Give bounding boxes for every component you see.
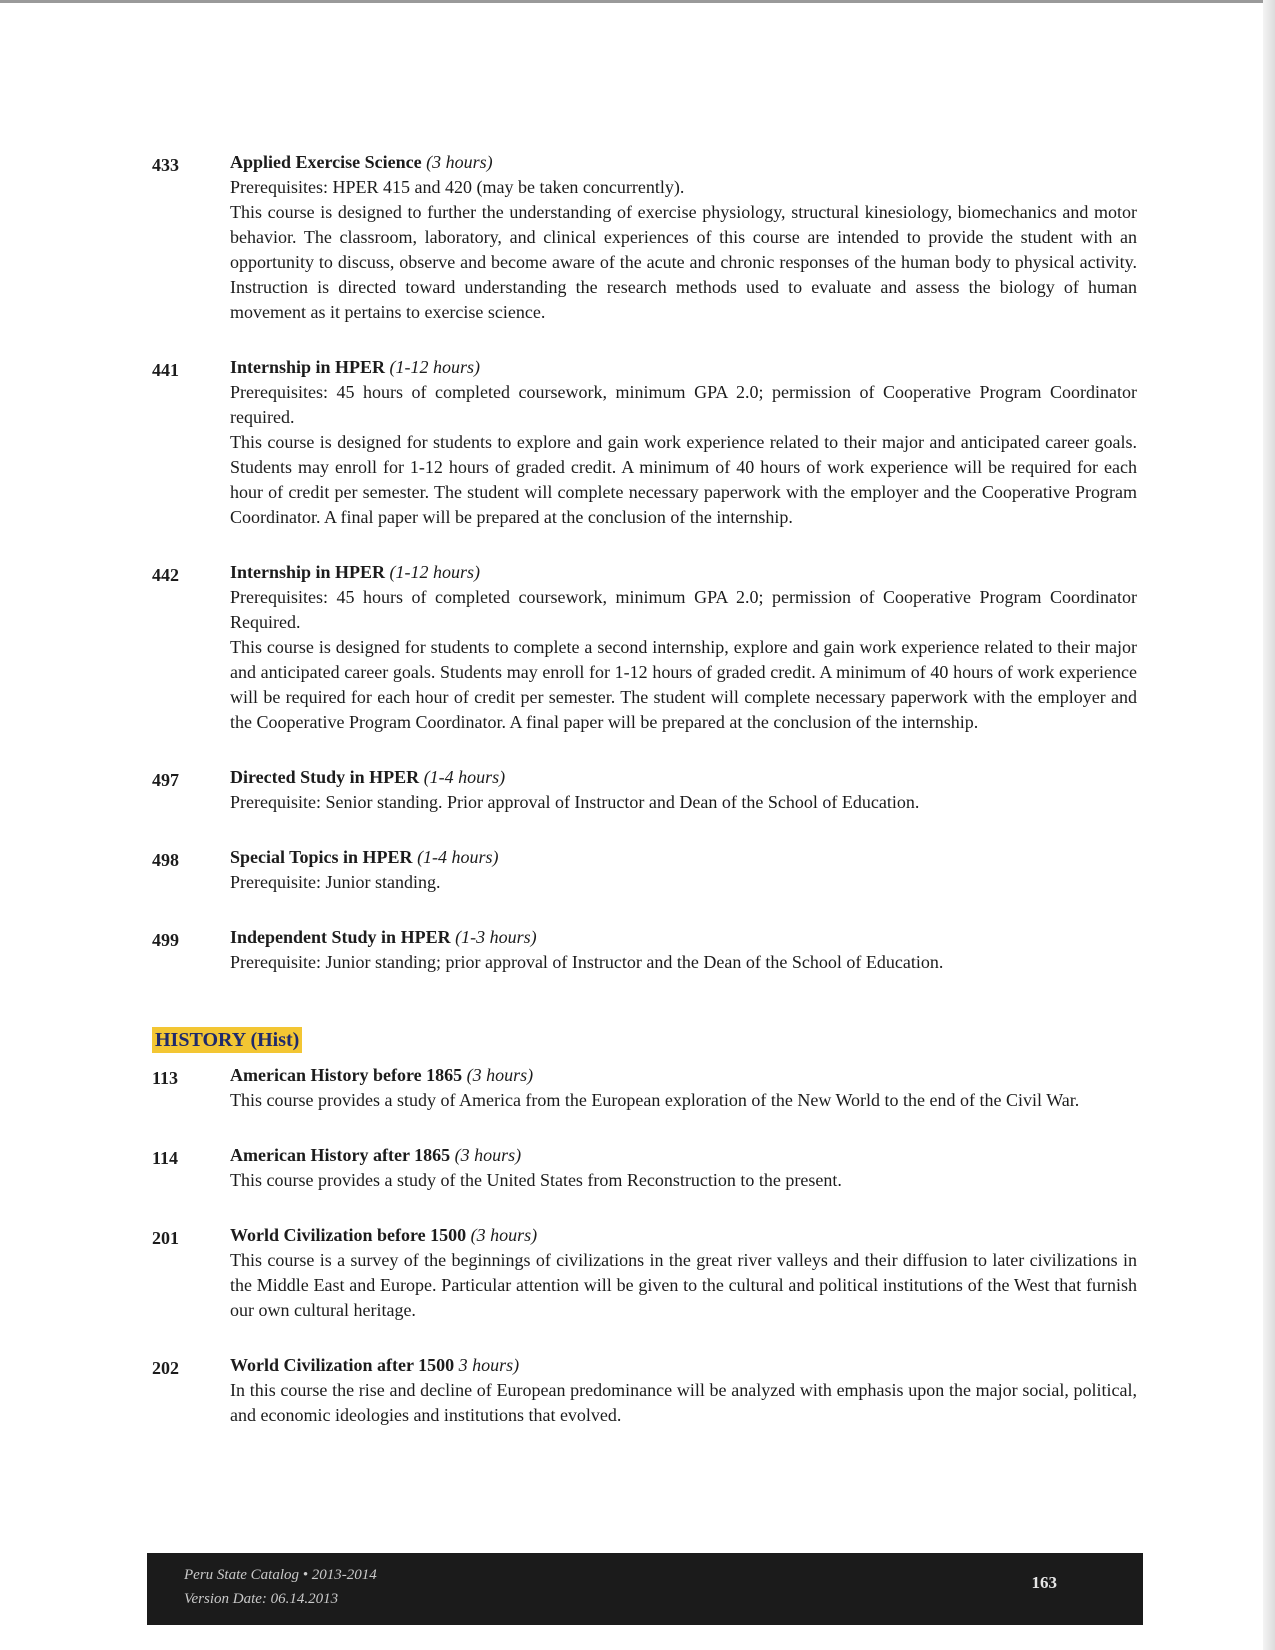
course-heading bbox=[230, 560, 1137, 585]
course-heading bbox=[230, 845, 1137, 870]
course-title: American History before 1865 bbox=[230, 1065, 463, 1085]
course-description: This course is designed to further the understanding of exercise physiology, structural kinesiology, biomechanics and motor behavior. The classroom, laboratory, and clinical experiences of this course are intended to provide the student with an opportunity to discuss, observe and become aware of the acute and chronic responses of the human body to physical activity. Instruction is directed toward understanding the research methods used to evaluate and assess the biology of human movement as it pertains to exercise science. bbox=[230, 202, 1137, 322]
course-hours: (1-3 hours) bbox=[455, 927, 537, 947]
catalog-page-content bbox=[152, 150, 1137, 1458]
history-course-list bbox=[152, 1063, 1137, 1428]
course-body bbox=[230, 925, 1137, 975]
course-title: Directed Study in HPER bbox=[230, 767, 420, 787]
course-title: Internship in HPER bbox=[230, 562, 386, 582]
course-number: 442 bbox=[152, 565, 179, 585]
footer-version-date: Version Date: 06.14.2013 bbox=[184, 1591, 339, 1607]
course-title: Internship in HPER bbox=[230, 357, 386, 377]
course-title: Applied Exercise Science bbox=[230, 152, 422, 172]
course-entry bbox=[152, 1063, 1137, 1113]
page-footer bbox=[147, 1553, 1143, 1625]
course-prerequisites: Prerequisites: 45 hours of completed coursework, minimum GPA 2.0; permission of Cooperative Program Coordinator required. bbox=[230, 382, 1137, 427]
course-number: 441 bbox=[152, 360, 179, 380]
course-title: World Civilization before 1500 bbox=[230, 1225, 467, 1245]
course-entry bbox=[152, 925, 1137, 975]
course-entry bbox=[152, 845, 1137, 895]
course-title: World Civilization after 1500 bbox=[230, 1355, 455, 1375]
course-body bbox=[230, 150, 1137, 325]
course-number: 433 bbox=[152, 155, 179, 175]
course-hours: (1-4 hours) bbox=[423, 767, 506, 787]
course-entry bbox=[152, 150, 1137, 325]
course-hours: (3 hours) bbox=[466, 1065, 534, 1085]
course-body bbox=[230, 845, 1137, 895]
course-entry bbox=[152, 560, 1137, 735]
course-title: Independent Study in HPER bbox=[230, 927, 451, 947]
course-entry bbox=[152, 1223, 1137, 1323]
course-hours: (3 hours) bbox=[426, 152, 493, 172]
course-body bbox=[230, 560, 1137, 735]
scan-top-edge bbox=[0, 0, 1275, 3]
course-heading bbox=[230, 1353, 1137, 1378]
section-heading-history: HISTORY (Hist) bbox=[152, 1027, 302, 1053]
course-heading bbox=[230, 355, 1137, 380]
course-title: Special Topics in HPER bbox=[230, 847, 413, 867]
course-hours: (3 hours) bbox=[470, 1225, 538, 1245]
course-heading bbox=[230, 925, 1137, 950]
course-prerequisites: Prerequisites: 45 hours of completed coursework, minimum GPA 2.0; permission of Cooperative Program Coordinator Required. bbox=[230, 587, 1137, 632]
course-title: American History after 1865 bbox=[230, 1145, 451, 1165]
course-entry bbox=[152, 1143, 1137, 1193]
course-heading bbox=[230, 150, 1137, 175]
course-entry bbox=[152, 1353, 1137, 1428]
course-hours: (3 hours) bbox=[454, 1145, 522, 1165]
course-hours: 3 hours) bbox=[458, 1355, 520, 1375]
course-prerequisites: Prerequisite: Junior standing; prior approval of Instructor and the Dean of the School of Education. bbox=[230, 952, 944, 972]
course-heading bbox=[230, 1063, 1137, 1088]
course-number: 497 bbox=[152, 770, 179, 790]
course-heading bbox=[230, 1223, 1137, 1248]
course-entry bbox=[152, 765, 1137, 815]
course-body bbox=[230, 1223, 1137, 1323]
course-hours: (1-12 hours) bbox=[389, 562, 481, 582]
course-description: This course provides a study of America from the European exploration of the New World to the end of the Civil War. bbox=[230, 1090, 1080, 1110]
scan-right-edge bbox=[1263, 0, 1275, 1650]
course-description: This course is designed for students to complete a second internship, explore and gain work experience related to their major and anticipated career goals. Students may enroll for 1-12 hours of graded credit. A minimum of 40 hours of work experience will be required for each hour of credit per semester. The student will complete necessary paperwork with the employer and the Cooperative Program Coordinator. A final paper will be prepared at the conclusion of the internship. bbox=[230, 637, 1137, 732]
course-prerequisites: Prerequisite: Senior standing. Prior approval of Instructor and Dean of the School of Education. bbox=[230, 792, 920, 812]
course-number: 202 bbox=[152, 1358, 179, 1378]
course-body bbox=[230, 355, 1137, 530]
course-description: In this course the rise and decline of European predominance will be analyzed with emphasis upon the major social, political, and economic ideologies and institutions that evolved. bbox=[230, 1380, 1137, 1425]
course-body bbox=[230, 1353, 1137, 1428]
course-number: 201 bbox=[152, 1228, 179, 1248]
course-description: This course is designed for students to explore and gain work experience related to their major and anticipated career goals. Students may enroll for 1-12 hours of graded credit. A minimum of 40 hours of work experience will be required for each hour of credit per semester. The student will complete necessary paperwork with the employer and the Cooperative Program Coordinator. A final paper will be prepared at the conclusion of the internship. bbox=[230, 432, 1137, 527]
course-number: 114 bbox=[152, 1148, 179, 1168]
course-prerequisites: Prerequisites: HPER 415 and 420 (may be taken concurrently). bbox=[230, 177, 685, 197]
course-hours: (1-12 hours) bbox=[389, 357, 481, 377]
course-body bbox=[230, 1143, 1137, 1193]
course-hours: (1-4 hours) bbox=[417, 847, 499, 867]
course-heading bbox=[230, 765, 1137, 790]
course-number: 498 bbox=[152, 850, 179, 870]
course-description: This course is a survey of the beginnings of civilizations in the great river valleys and their diffusion to later civilizations in the Middle East and Europe. Particular attention will be given to the cultural and political institutions of the West that furnish our own cultural heritage. bbox=[230, 1250, 1137, 1320]
hper-course-list bbox=[152, 150, 1137, 975]
page-number: 163 bbox=[1031, 1573, 1057, 1592]
course-entry bbox=[152, 355, 1137, 530]
course-number: 113 bbox=[152, 1068, 179, 1088]
footer-catalog-title: Peru State Catalog • 2013-2014 bbox=[184, 1567, 377, 1583]
course-description: This course provides a study of the United States from Reconstruction to the present. bbox=[230, 1170, 842, 1190]
course-number: 499 bbox=[152, 930, 179, 950]
course-body bbox=[230, 765, 1137, 815]
course-body bbox=[230, 1063, 1137, 1113]
course-heading bbox=[230, 1143, 1137, 1168]
course-prerequisites: Prerequisite: Junior standing. bbox=[230, 872, 441, 892]
